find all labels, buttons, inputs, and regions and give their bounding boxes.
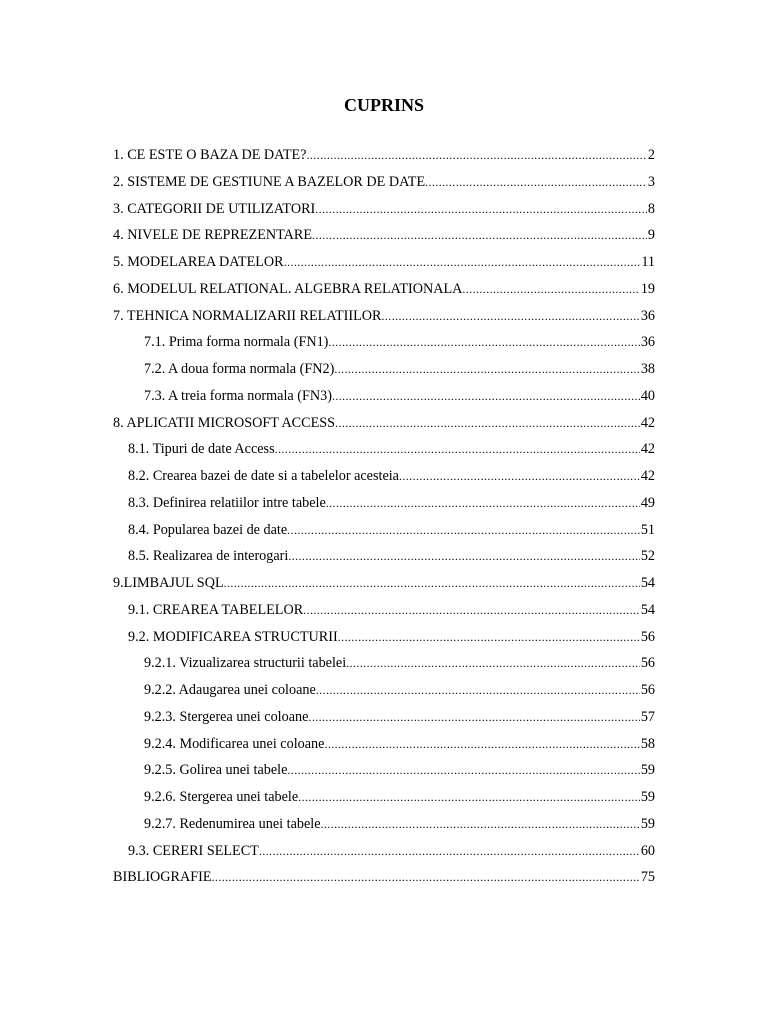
dot-leader [315,196,647,222]
toc-entry-page-number: 56 [640,655,655,672]
toc-entry-label: 3. CATEGORII DE UTILIZATORI [113,200,316,217]
toc-entry[interactable] [144,329,655,355]
toc-entry[interactable] [113,864,655,890]
toc-entry-page-number: 58 [640,735,655,752]
toc-entry[interactable] [113,303,655,329]
toc-entry[interactable] [113,142,655,168]
toc-entry-label: BIBLIOGRAFIE [113,869,212,886]
toc-entry-label: 8.5. Realizarea de interogari [128,548,289,565]
toc-entry-page-number: 56 [640,682,655,698]
toc-entry-page-number: 59 [640,762,655,779]
dot-leader [382,303,640,329]
page-title: CUPRINS [343,95,424,115]
dot-leader [338,624,640,650]
toc-entry[interactable] [128,597,655,623]
dot-leader [326,490,640,516]
dot-leader [287,757,639,783]
toc-entry-label: 7.2. A doua forma normala (FN2) [144,361,335,377]
toc-entry-label: 2. SISTEME DE GESTIUNE A BAZELOR DE DATE [113,173,426,190]
toc-entry-page-number: 54 [640,575,655,591]
toc-entry-label: 9.2.5. Golirea unei tabele [144,762,288,779]
toc-entry[interactable] [144,757,655,783]
toc-entry-label: 9.2.1. Vizualizarea structurii tabelei [144,655,347,672]
toc-entry[interactable] [144,356,655,382]
toc-entry[interactable] [113,410,655,436]
toc-entry[interactable] [113,169,655,195]
dot-leader [288,543,639,569]
toc-entry-page-number: 3 [647,173,655,190]
toc-entry[interactable] [144,784,655,810]
toc-entry-page-number: 38 [640,361,655,377]
toc-entry-page-number: 49 [640,494,655,511]
toc-entry[interactable] [144,677,655,703]
dot-leader [462,276,639,302]
toc-entry[interactable] [113,570,655,596]
dot-leader [332,383,640,409]
dot-leader [308,704,639,730]
toc-entry-page-number: 36 [640,334,655,351]
dot-leader [328,329,639,355]
toc-entry-page-number: 9 [647,227,655,244]
dot-leader [259,838,640,864]
dot-leader [324,731,639,757]
toc-entry[interactable] [113,222,655,248]
dot-leader [312,222,647,248]
toc-entry-page-number: 8 [647,200,655,217]
toc-entry[interactable] [128,543,655,569]
toc-entry[interactable] [113,276,655,302]
toc-entry-label: 9.2.2. Adaugarea unei coloane [144,682,316,698]
toc-entry-label: 7. TEHNICA NORMALIZARII RELATIILOR [113,307,382,324]
dot-leader [334,356,640,382]
toc-entry-label: 7.1. Prima forma normala (FN1) [144,334,329,351]
toc-entry-label: 5. MODELAREA DATELOR [113,254,284,270]
dot-leader [284,249,641,275]
toc-entry[interactable] [113,249,655,275]
toc-entry-label: 6. MODELUL RELATIONAL. ALGEBRA RELATIONALA [113,280,463,297]
toc-entry-label: 4. NIVELE DE REPREZENTARE [113,227,313,244]
toc-entry[interactable] [144,650,655,676]
dot-leader [321,811,640,837]
toc-entry-page-number: 75 [640,869,655,886]
dot-leader [335,410,640,436]
dot-leader [224,570,640,596]
toc-entry-page-number: 56 [640,628,655,645]
toc-entry[interactable] [128,517,655,543]
toc-entry-page-number: 42 [640,441,655,458]
toc-entry-page-number: 19 [640,280,655,297]
toc-entry-page-number: 36 [640,307,655,324]
dot-leader [399,463,640,489]
dot-leader [425,169,647,195]
toc-entry-page-number: 52 [640,548,655,565]
toc-entry-label: 7.3. A treia forma normala (FN3) [144,387,332,404]
toc-entry-label: 9.1. CREAREA TABELELOR [128,601,304,618]
toc-entry-page-number: 11 [641,254,655,270]
dot-leader [287,517,640,543]
toc-entry[interactable] [128,490,655,516]
toc-entry-label: 9.LIMBAJUL SQL [113,575,224,591]
toc-entry-label: 8.4. Popularea bazei de date [128,521,288,538]
toc-entry-page-number: 59 [640,815,655,832]
toc-entry-page-number: 54 [640,601,655,618]
toc-entry-label: 8.3. Definirea relatiilor intre tabele [128,494,326,511]
toc-entry-page-number: 59 [640,789,655,805]
toc-entry[interactable] [113,196,655,222]
toc-entry-label: 9.2.4. Modificarea unei coloane [144,735,325,752]
toc-entry-label: 9.3. CERERI SELECT [128,842,259,859]
dot-leader [306,142,646,168]
dot-leader [303,597,640,623]
toc-entry[interactable] [128,463,655,489]
dot-leader [346,650,640,676]
toc-entry[interactable] [144,731,655,757]
toc-entry[interactable] [144,811,655,837]
toc-entry[interactable] [128,624,655,650]
dot-leader [212,864,640,890]
toc-entry-page-number: 42 [640,414,655,431]
toc-entry-label: 9.2.6. Stergerea unei tabele [144,789,299,805]
toc-entry-label: 8.1. Tipuri de date Access [128,441,275,458]
toc-entry-page-number: 51 [640,521,655,538]
toc-entry-page-number: 2 [647,147,655,163]
toc-entry-page-number: 40 [640,387,655,404]
toc-entry[interactable] [128,436,655,462]
dot-leader [275,436,640,462]
toc-entry-page-number: 60 [640,842,655,859]
toc-entry-label: 8.2. Crearea bazei de date si a tabelelor acesteia [128,468,399,484]
toc-entry-page-number: 57 [640,708,655,725]
toc-entry-label: 9.2.3. Stergerea unei coloane [144,708,309,725]
toc-entry-label: 1. CE ESTE O BAZA DE DATE? [113,147,307,163]
dot-leader [298,784,640,810]
toc-entry-label: 9.2.7. Redenumirea unei tabele [144,815,321,832]
toc-entry-label: 9.2. MODIFICAREA STRUCTURII [128,628,338,645]
toc-entry[interactable] [144,704,655,730]
toc-entry[interactable] [144,383,655,409]
toc-entry-page-number: 42 [640,468,655,484]
dot-leader [316,677,640,703]
toc-entry[interactable] [128,838,655,864]
toc-entry-label: 8. APLICATII MICROSOFT ACCESS [113,414,336,431]
